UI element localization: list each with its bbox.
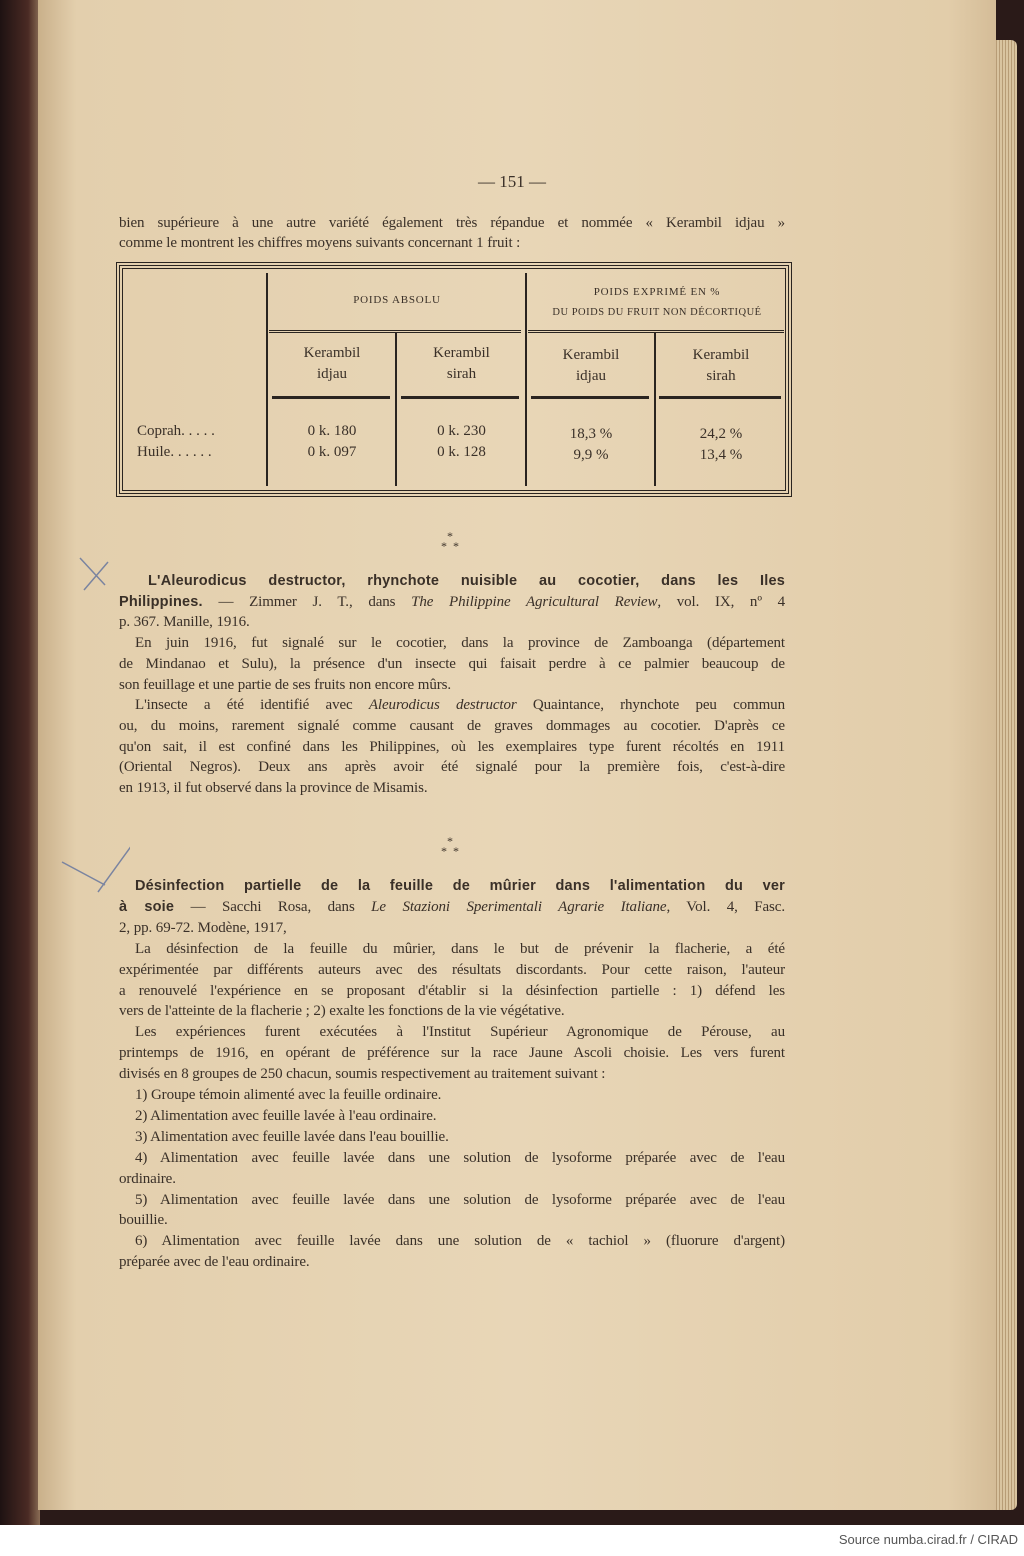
text-line — [119, 1001, 785, 1022]
book-binding — [0, 0, 40, 1525]
col-divider — [395, 333, 397, 486]
text-segment: vers de l'atteinte de la flacherie ; 2) exalte les fonctions de la vie végétative. — [119, 1003, 565, 1020]
article-title: Philippines. — [119, 593, 203, 610]
article-title: Désinfection partielle de la feuille de mûrier dans l'alimentation du ver — [135, 878, 785, 894]
table-cell: 0 k. 097 — [307, 444, 357, 460]
table-cell: 0 k. 128 — [437, 444, 486, 460]
column-header-line: Kerambil — [433, 345, 490, 361]
text-segment: 4) Alimentation avec feuille lavée dans une solution de lysoforme préparée avec de l'eau — [135, 1149, 785, 1166]
section-separator: * * * — [441, 834, 459, 858]
text-segment: bien supérieure à une autre variété également très répandue et nommée « Kerambil idjau » — [119, 215, 785, 231]
text-line — [119, 1064, 785, 1085]
text-line — [119, 1106, 785, 1127]
text-segment: divisés en 8 groupes de 250 chacun, soumis respectivement au traitement suivant : — [119, 1066, 606, 1083]
text-line — [119, 1022, 785, 1043]
text-line — [119, 654, 785, 675]
header-rule — [269, 330, 521, 333]
text-segment: (Oriental Negros). Deux ans après avoir été signalé pour la première fois, c'est-à-dire — [119, 759, 785, 776]
text-line — [119, 876, 785, 897]
text-segment: bouillie. — [119, 1212, 168, 1229]
header-rule — [528, 330, 784, 333]
text-line — [119, 633, 785, 654]
text-segment: qu'on sait, il est confiné dans les Philippines, où les exemplaires type furent récoltés en 1911 — [119, 738, 785, 755]
text-line — [119, 571, 785, 592]
column-header-line: sirah — [706, 368, 736, 384]
article-title: à soie — [119, 898, 175, 915]
text-segment: 2) Alimentation avec feuille lavée à l'eau ordinaire. — [135, 1107, 437, 1124]
column-header — [398, 343, 525, 385]
publication-title: The Philippine Agricultural Review — [411, 593, 658, 610]
text-segment: son feuillage et une partie de ses fruits non encore mûrs. — [119, 676, 452, 693]
text-segment: — Zimmer J. T., dans — [202, 593, 412, 610]
text-segment: 2, pp. 69-72. Modène, 1917, — [119, 919, 287, 936]
column-header-line: Kerambil — [562, 347, 620, 363]
column-header-line: sirah — [446, 366, 477, 382]
subheader-rule — [272, 396, 390, 399]
subheader-rule — [401, 396, 519, 399]
subheader-rule — [659, 396, 781, 399]
text-segment: 1) Groupe témoin alimenté avec la feuille ordinaire. — [135, 1087, 442, 1103]
col-divider — [525, 273, 527, 486]
table-cell: 24,2 % — [699, 426, 743, 442]
text-line — [119, 612, 785, 633]
text-segment: printemps de 1916, en opérant de préférence sur la race Jaune Ascoli choisie. Les vers furent — [119, 1045, 785, 1062]
row-label: Huile. . . . . . — [137, 444, 212, 460]
text-segment: 5) Alimentation avec feuille lavée dans une solution de lysoforme préparée avec de l'eau — [135, 1191, 785, 1208]
page-number: — 151 — — [478, 172, 546, 191]
text-line — [119, 897, 785, 918]
text-line — [119, 1252, 785, 1273]
header-poids-pct-1: POIDS EXPRIMÉ EN % — [593, 286, 721, 298]
text-line — [119, 675, 785, 696]
header-poids-absolu: POIDS ABSOLU — [353, 294, 441, 306]
text-line — [119, 1190, 785, 1211]
text-line — [119, 1210, 785, 1231]
text-line — [119, 716, 785, 737]
text-segment: Quaintance, rhynchote peu commun — [516, 697, 785, 714]
text-line — [119, 737, 785, 758]
text-line — [119, 1231, 785, 1252]
text-line — [119, 1043, 785, 1064]
text-segment: Les expériences furent exécutées à l'Institut Supérieur Agronomique de Pérouse, au — [135, 1024, 785, 1041]
row-label: Coprah. . . . . — [137, 423, 215, 439]
text-segment: La désinfection de la feuille du mûrier, dans le but de prévenir la flacherie, a été — [135, 940, 785, 957]
text-line — [119, 1148, 785, 1169]
subheader-rule — [531, 396, 649, 399]
text-line — [119, 960, 785, 981]
pencil-cross-mark — [80, 558, 108, 590]
table-cell: 13,4 % — [699, 447, 743, 463]
header-poids-pct-2: DU POIDS DU FRUIT NON DÉCORTIQUÉ — [552, 307, 762, 318]
column-header-line: idjau — [576, 368, 606, 384]
text-line — [119, 213, 785, 234]
text-segment: , Vol. 4, Fasc. — [666, 898, 785, 915]
text-segment: ordinaire. — [119, 1170, 176, 1187]
text-line — [119, 695, 785, 716]
publication-title: Aleurodicus destructor — [368, 697, 517, 714]
text-segment: p. 367. Manille, 1916. — [119, 614, 250, 631]
text-segment: a renouvelé l'expérience en se proposant d'établir si la désinfection partielle : 1) défend les — [119, 982, 785, 999]
publication-title: Le Stazioni Sperimentali Agrarie Italiane — [371, 898, 667, 915]
text-segment: L'insecte a été identifié avec — [135, 697, 369, 714]
text-line — [119, 233, 785, 254]
text-line — [119, 918, 785, 939]
text-segment: 6) Alimentation avec feuille lavée dans une solution de « tachiol » (fluorure d'argent) — [135, 1233, 785, 1250]
text-segment: en 1913, il fut observé dans la province de Misamis. — [119, 780, 428, 796]
text-line — [119, 1085, 785, 1106]
text-segment: , vol. IX, nº 4 — [657, 593, 785, 610]
column-header — [528, 345, 654, 387]
column-header-line: Kerambil — [303, 345, 361, 361]
table-cell: 9,9 % — [573, 447, 609, 463]
text-line — [119, 757, 785, 778]
col-divider — [266, 273, 268, 486]
table-cell: 0 k. 230 — [437, 423, 486, 439]
text-segment: — Sacchi Rosa, dans — [174, 898, 372, 915]
section-separator: * * * — [441, 529, 459, 553]
text-line — [119, 1169, 785, 1190]
data-table — [119, 265, 789, 494]
text-line — [119, 939, 785, 960]
text-line — [119, 592, 785, 613]
text-line — [119, 778, 785, 799]
column-header-line: idjau — [317, 366, 347, 382]
column-header — [657, 345, 785, 387]
column-header-line: Kerambil — [692, 347, 750, 363]
text-segment: préparée avec de l'eau ordinaire. — [119, 1254, 310, 1271]
article-title: L'Aleurodicus destructor, rhynchote nuisible au cocotier, dans les Iles — [148, 573, 785, 589]
col-divider — [654, 333, 656, 486]
text-line — [119, 1127, 785, 1148]
table-cell: 18,3 % — [569, 426, 613, 442]
text-segment: En juin 1916, fut signalé sur le cocotier, dans la province de Zamboanga (département — [135, 635, 785, 652]
column-header — [269, 343, 395, 385]
text-line — [119, 981, 785, 1002]
source-credit: Source numba.cirad.fr / CIRAD — [838, 1532, 1018, 1547]
text-segment: ou, du moins, rarement signalé comme causant de graves dommages au cocotier. D'après ce — [119, 717, 785, 734]
text-segment: expérimentée par différents auteurs avec des résultats discordants. Pour cette raison, l'auteur — [119, 961, 785, 978]
table-cell: 0 k. 180 — [307, 423, 357, 439]
text-segment: de Mindanao et Sulu), la présence d'un insecte qui faisait perdre à ce palmier beaucoup de — [119, 655, 785, 672]
text-segment: comme le montrent les chiffres moyens suivants concernant 1 fruit : — [119, 235, 521, 251]
text-segment: 3) Alimentation avec feuille lavée dans l'eau bouillie. — [135, 1128, 449, 1145]
